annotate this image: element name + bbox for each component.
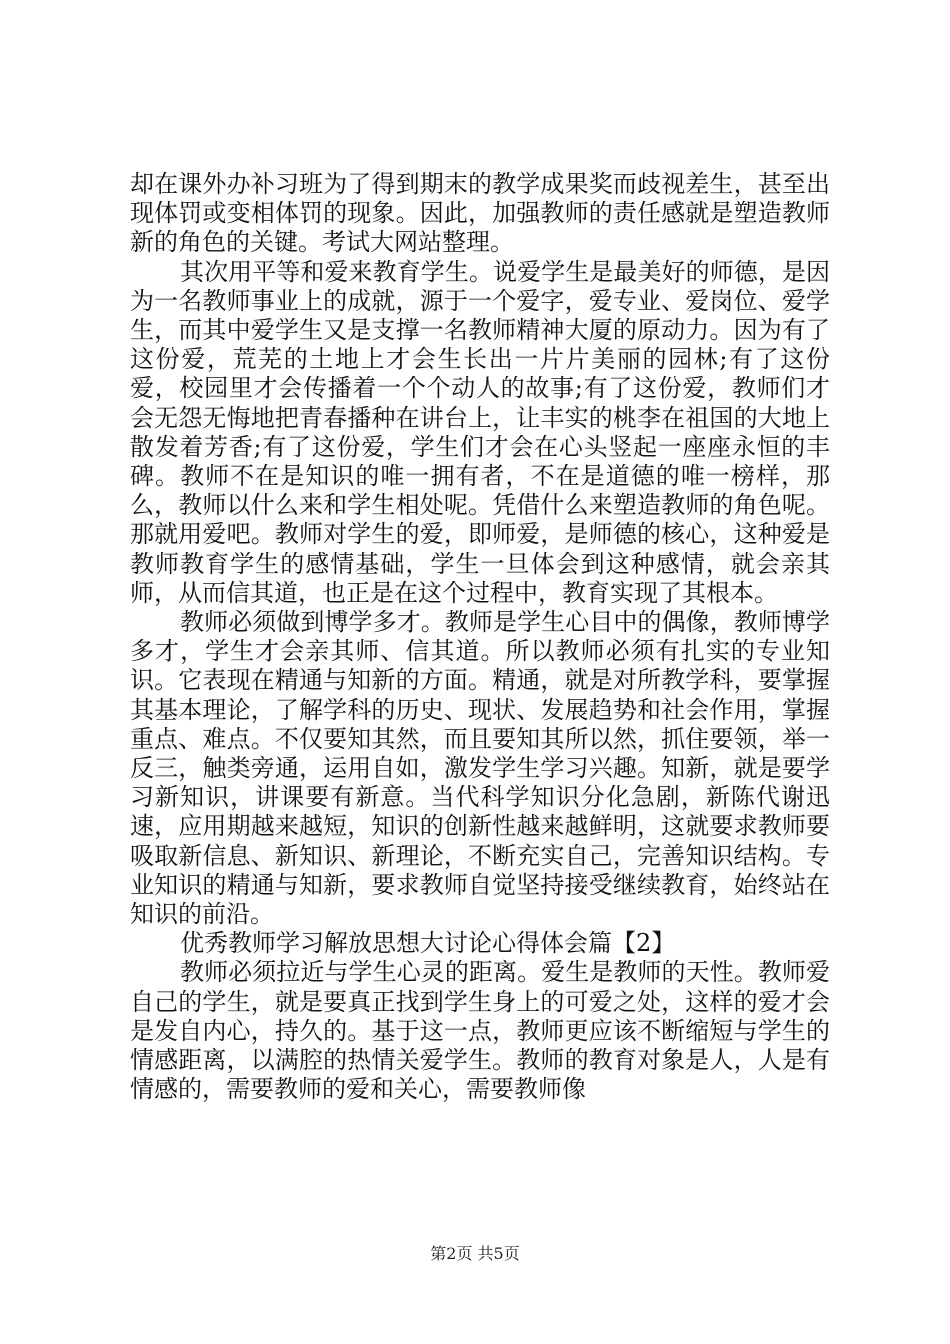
paragraph-closeness: 教师必须拉近与学生心灵的距离。爱生是教师的天性。教师爱自己的学生，就是要真正找到学生身上的可爱之处，这样的爱才会是发自内心，持久的。基于这一点，教师更应该不断缩短与学生的情感距离，以满腔的热情关爱学生。教师的教育对象是人，人是有情感的，需要教师的爱和关心，需要教师像: [130, 958, 830, 1104]
page-footer: [0, 1244, 950, 1264]
document-body: [130, 170, 830, 1105]
page-number-label: 第2页 共5页: [430, 1244, 520, 1263]
paragraph-continuation: 却在课外办补习班为了得到期末的教学成果奖而歧视差生，甚至出现体罚或变相体罚的现象。因此，加强教师的责任感就是塑造教师新的角色的关键。考试大网站整理。: [130, 170, 830, 257]
paragraph-erudition: 教师必须做到博学多才。教师是学生心目中的偶像，教师博学多才，学生才会亲其师、信其道。所以教师必须有扎实的专业知识。它表现在精通与知新的方面。精通，就是对所教学科，要掌握其基本理论，了解学科的历史、现状、发展趋势和社会作用，掌握重点、难点。不仅要知其然，而且要知其所以然，抓住要领，举一反三，触类旁通，运用自如，激发学生学习兴趣。知新，就是要学习新知识，讲课要有新意。当代科学知识分化急剧，新陈代谢迅速，应用期越来越短，知识的创新性越来越鲜明，这就要求教师要吸取新信息、新知识、新理论，不断充实自己，完善知识结构。专业知识的精通与知新，要求教师自觉坚持接受继续教育，始终站在知识的前沿。: [130, 608, 830, 929]
section-heading: 优秀教师学习解放思想大讨论心得体会篇【2】: [180, 929, 676, 958]
paragraph-love-education: 其次用平等和爱来教育学生。说爱学生是最美好的师德，是因为一名教师事业上的成就，源于一个爱字，爱专业、爱岗位、爱学生，而其中爱学生又是支撑一名教师精神大厦的原动力。因为有了这份爱，荒芜的土地上才会生长出一片片美丽的园林;有了这份爱，校园里才会传播着一个个动人的故事;有了这份爱，教师们才会无怨无悔地把青春播种在讲台上，让丰实的桃李在祖国的大地上散发着芳香;有了这份爱，学生们才会在心头竖起一座座永恒的丰碑。教师不在是知识的唯一拥有者，不在是道德的唯一榜样，那么，教师以什么来和学生相处呢。凭借什么来塑造教师的角色呢。那就用爱吧。教师对学生的爱，即师爱，是师德的核心，这种爱是教师教育学生的感情基础，学生一旦体会到这种感情，就会亲其师，从而信其道，也正是在这个过程中，教育实现了其根本。: [130, 257, 830, 607]
